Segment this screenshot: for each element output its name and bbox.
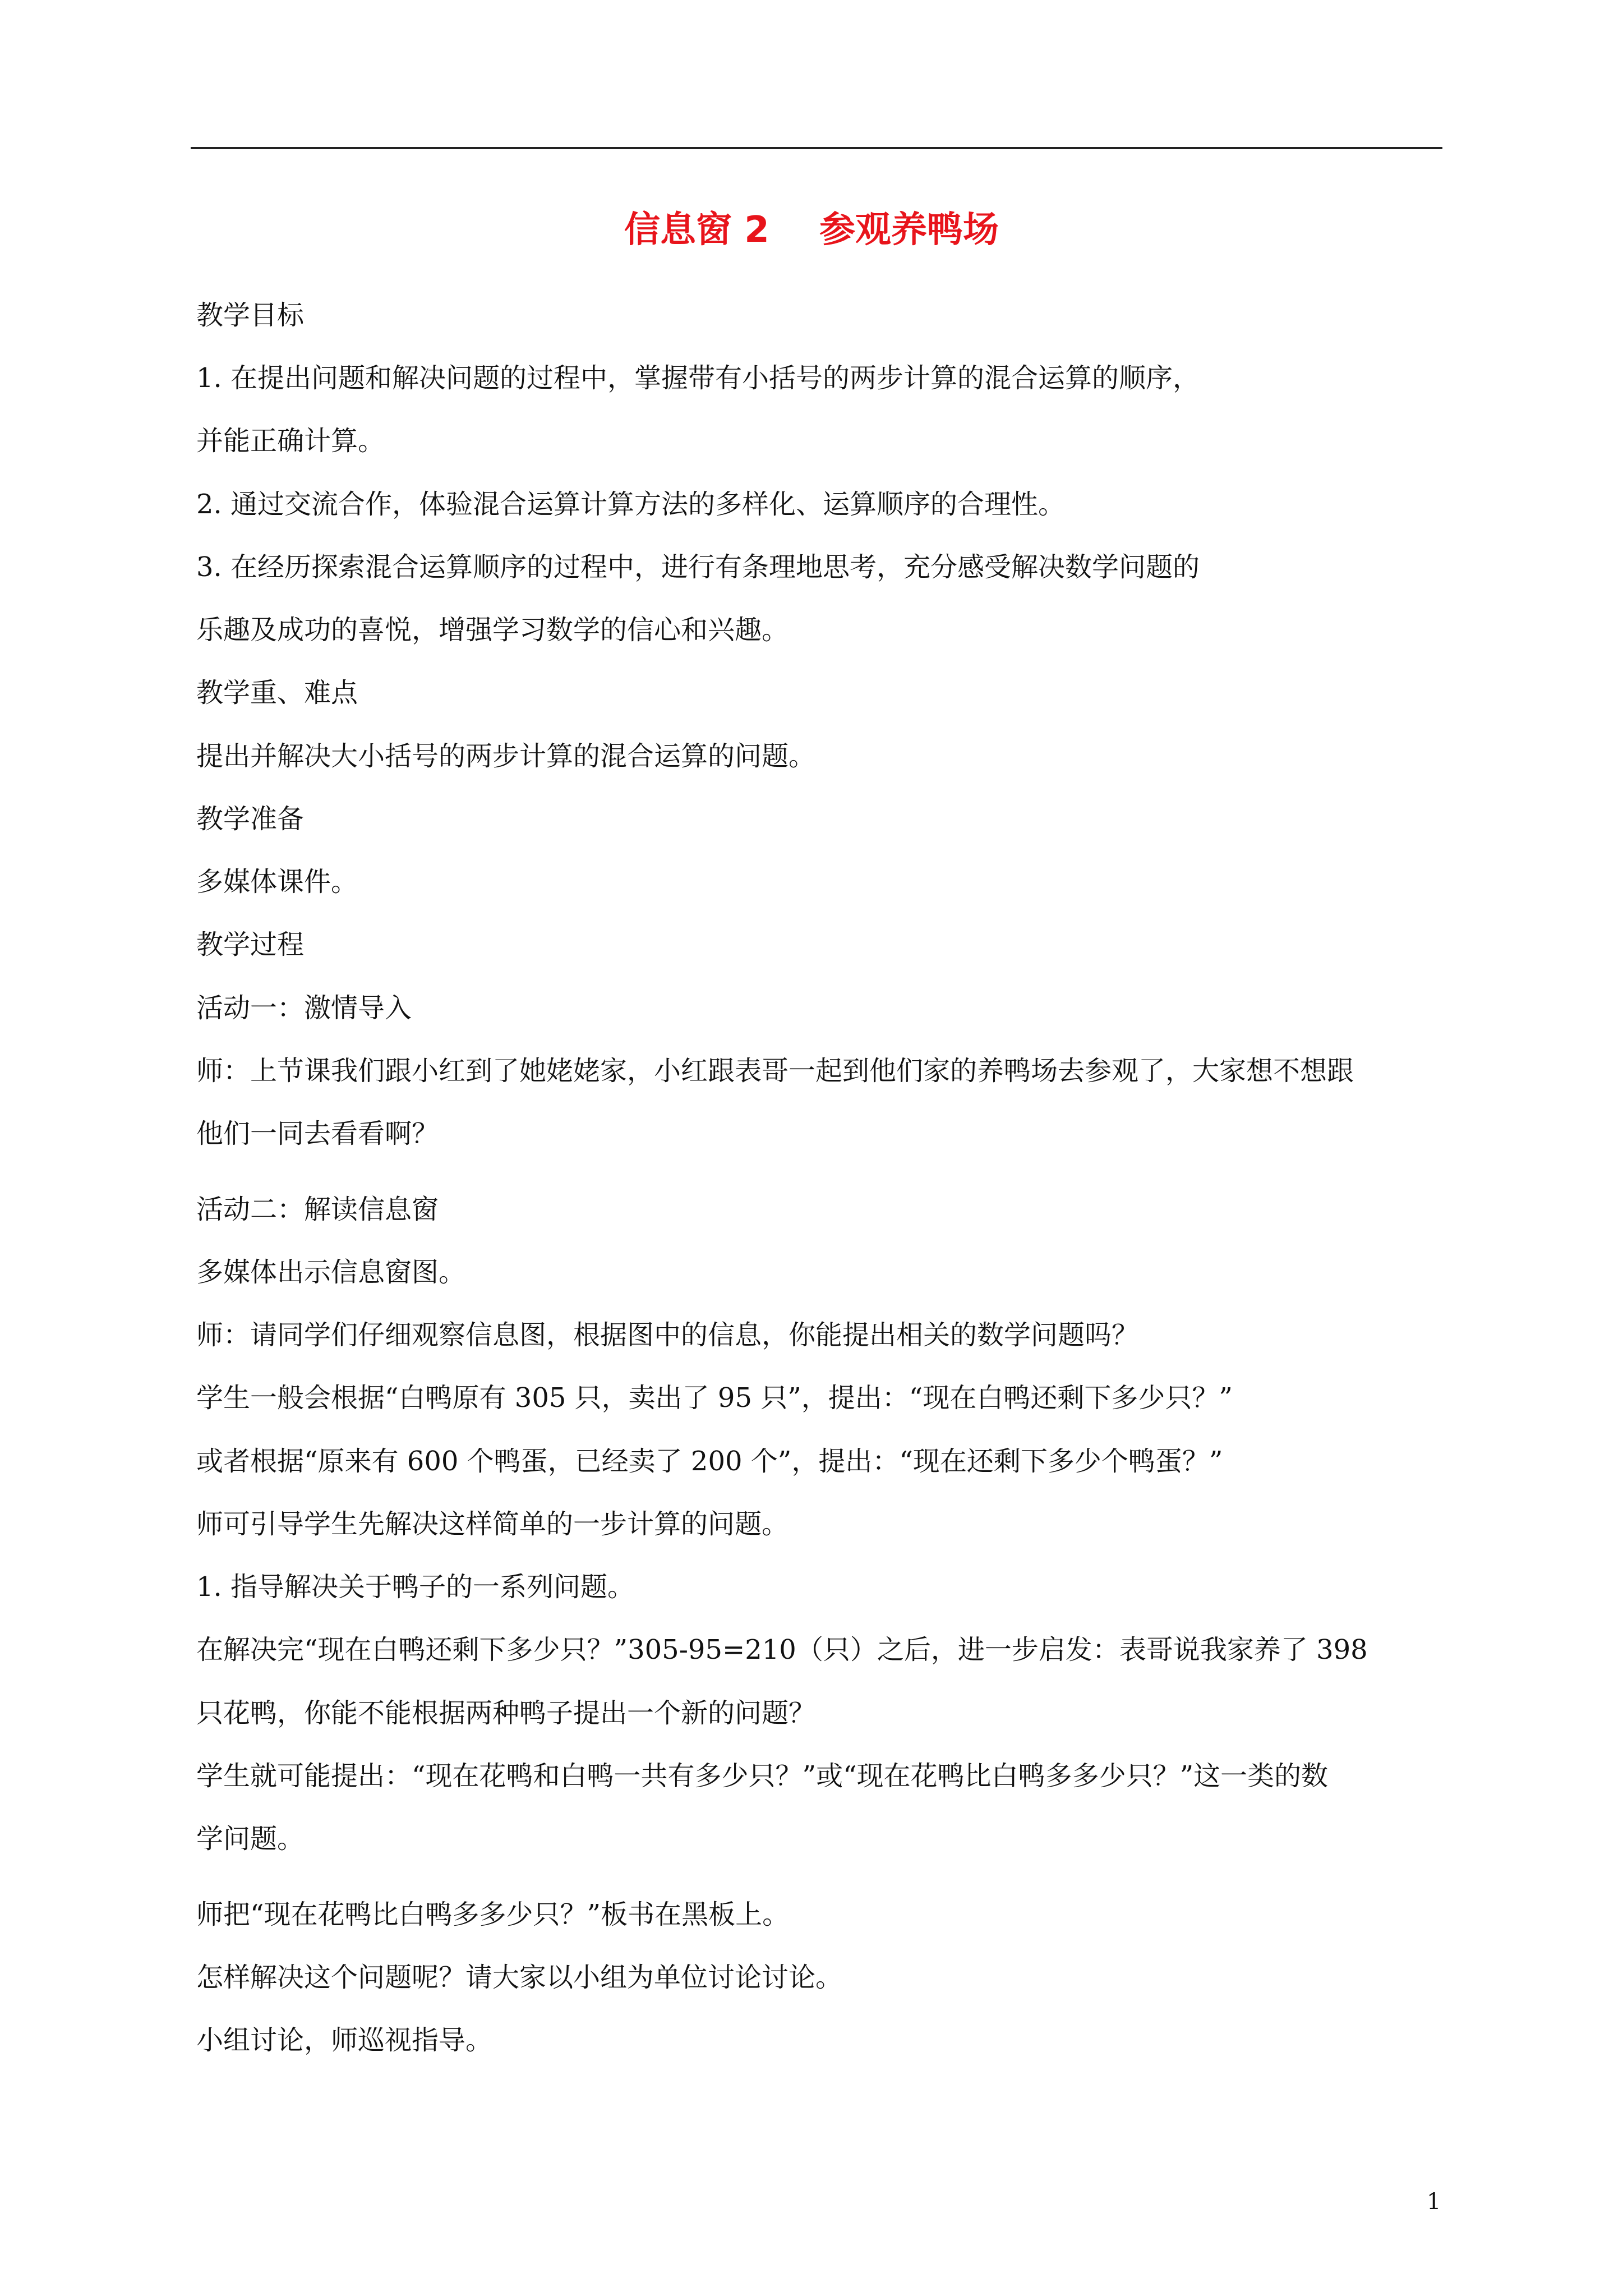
paragraph-line: 他们一同去看看啊？ [196, 1118, 439, 1149]
paragraph-line: 小组讨论，师巡视指导。 [196, 2024, 493, 2056]
paragraph-line: 1. 指导解决关于鸭子的一系列问题。 [196, 1571, 635, 1603]
section-heading-objectives: 教学目标 [196, 300, 305, 331]
paragraph-line: 多媒体出示信息窗图。 [196, 1257, 466, 1288]
paragraph-line: 师：上节课我们跟小红到了她姥姥家，小红跟表哥一起到他们家的养鸭场去参观了，大家想不想跟 [196, 1055, 1354, 1087]
objective-3-line-1: 3. 在经历探索混合运算顺序的过程中，进行有条理地思考，充分感受解决数学问题的 [196, 551, 1200, 583]
activity-1-heading: 活动一：激情导入 [196, 992, 412, 1024]
section-heading-process: 教学过程 [196, 929, 305, 960]
objective-1-line-1: 1. 在提出问题和解决问题的过程中，掌握带有小括号的两步计算的混合运算的顺序， [196, 362, 1200, 394]
preparation-text: 多媒体课件。 [196, 866, 358, 898]
paragraph-line: 只花鸭，你能不能根据两种鸭子提出一个新的问题？ [196, 1697, 816, 1729]
objective-3-line-2: 乐趣及成功的喜悦，增强学习数学的信心和兴趣。 [196, 614, 789, 646]
paragraph-line: 师：请同学们仔细观察信息图，根据图中的信息，你能提出相关的数学问题吗？ [196, 1319, 1139, 1351]
page-title: 信息窗 2 参观养鸭场 [624, 209, 999, 251]
paragraph-line: 学问题。 [196, 1823, 305, 1855]
paragraph-line: 学生就可能提出：“现在花鸭和白鸭一共有多少只？”或“现在花鸭比白鸭多多少只？”这一类的数 [196, 1760, 1329, 1792]
paragraph-line: 师把“现在花鸭比白鸭多多少只？”板书在黑板上。 [196, 1899, 790, 1930]
objective-2: 2. 通过交流合作，体验混合运算计算方法的多样化、运算顺序的合理性。 [196, 489, 1066, 520]
paragraph-line: 师可引导学生先解决这样简单的一步计算的问题。 [196, 1508, 789, 1540]
section-heading-preparation: 教学准备 [196, 803, 305, 835]
paragraph-line: 在解决完“现在白鸭还剩下多少只？”305-95=210（只）之后，进一步启发：表哥说我家养了 398 [196, 1634, 1368, 1665]
paragraph-line: 或者根据“原来有 600 个鸭蛋，已经卖了 200 个”，提出：“现在还剩下多少个鸭蛋？” [196, 1446, 1223, 1477]
page-number: 1 [1427, 2189, 1441, 2215]
objective-1-line-2: 并能正确计算。 [196, 425, 385, 457]
section-heading-key-points: 教学重、难点 [196, 677, 358, 708]
activity-2-heading: 活动二：解读信息窗 [196, 1194, 439, 1225]
header-rule [191, 147, 1442, 149]
key-points-text: 提出并解决大小括号的两步计算的混合运算的问题。 [196, 740, 816, 772]
paragraph-line: 学生一般会根据“白鸭原有 305 只，卖出了 95 只”，提出：“现在白鸭还剩下多少只？” [196, 1382, 1233, 1414]
paragraph-line: 怎样解决这个问题呢？请大家以小组为单位讨论讨论。 [196, 1962, 843, 1993]
